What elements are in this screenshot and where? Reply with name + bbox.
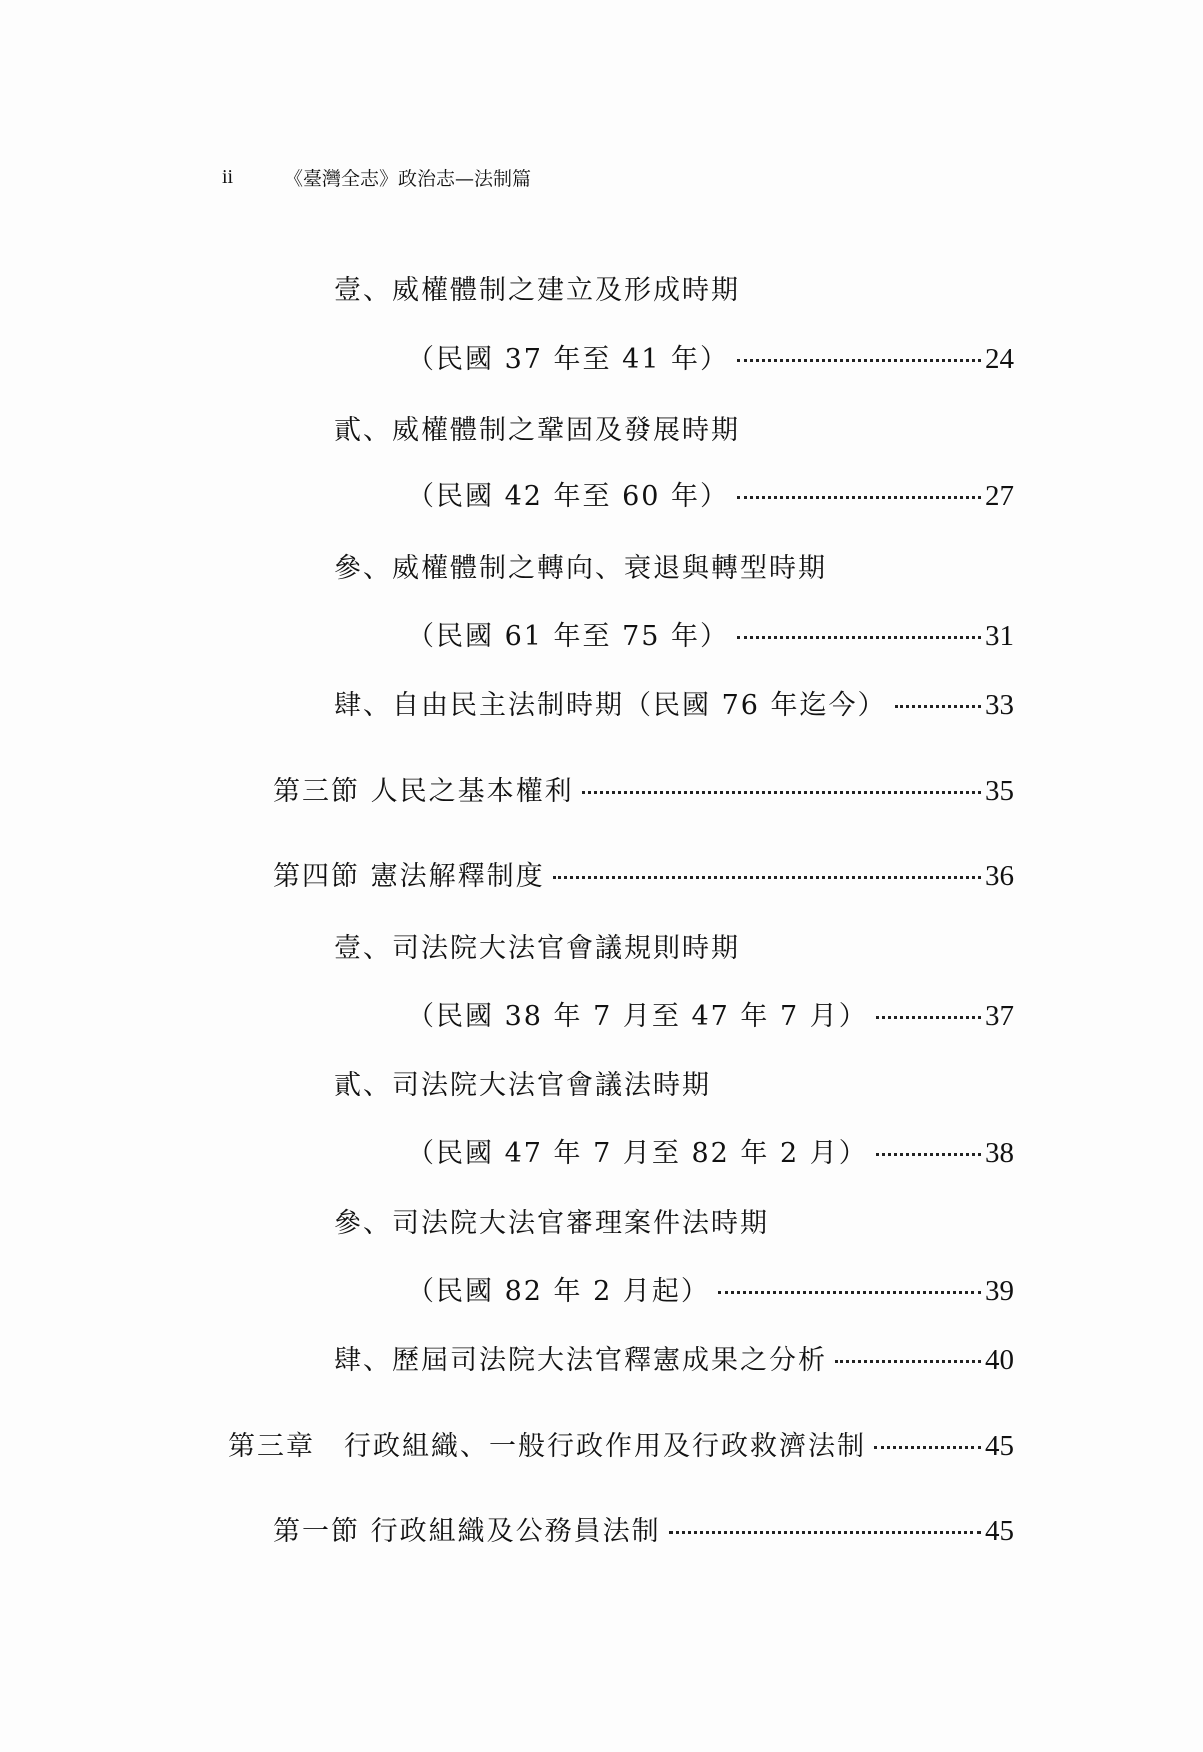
dot-leader — [737, 496, 981, 499]
toc-entry-text: （民國 42 年至 60 年） — [407, 481, 730, 512]
toc-page-number: 31 — [985, 620, 1014, 652]
toc-entry-text: 第三章 行政組織、一般行政作用及行政救濟法制 — [228, 1431, 866, 1462]
toc-page-number: 27 — [985, 480, 1014, 512]
toc-heading: 壹、司法院大法官會議規則時期 — [334, 933, 740, 964]
toc-page-number: 24 — [985, 343, 1014, 375]
toc-page-number: 33 — [985, 689, 1014, 721]
toc-page-number: 45 — [985, 1515, 1014, 1547]
toc-heading: 貳、威權體制之鞏固及發展時期 — [334, 415, 740, 446]
toc-entry-text: （民國 38 年 7 月至 47 年 7 月） — [407, 1001, 868, 1032]
toc-page-number: 35 — [985, 775, 1014, 807]
page-number: ii — [222, 166, 234, 188]
toc-entry[interactable] — [273, 1509, 1014, 1549]
running-header — [222, 164, 531, 191]
toc-entry[interactable] — [407, 474, 1014, 514]
dot-leader — [895, 705, 981, 708]
toc-chapter-entry[interactable] — [228, 1424, 1014, 1464]
toc-entry-text: （民國 47 年 7 月至 82 年 2 月） — [407, 1138, 868, 1169]
toc-entry[interactable] — [407, 994, 1014, 1034]
toc-heading: 壹、威權體制之建立及形成時期 — [334, 275, 740, 306]
toc-entry-text: 肆、自由民主法制時期（民國 76 年迄今） — [334, 690, 887, 721]
dot-leader — [553, 876, 981, 879]
toc-entry[interactable] — [407, 1269, 1014, 1309]
dot-leader — [874, 1446, 981, 1449]
book-title: 《臺灣全志》政治志—法制篇 — [284, 168, 532, 190]
toc-entry-text: 第三節 人民之基本權利 — [273, 776, 574, 807]
dot-leader — [582, 791, 981, 794]
toc-entry-text: 第四節 憲法解釋制度 — [273, 861, 545, 892]
toc-entry-text: （民國 82 年 2 月起） — [407, 1276, 710, 1307]
toc-heading: 參、威權體制之轉向、衰退與轉型時期 — [334, 553, 827, 584]
dot-leader — [835, 1360, 981, 1363]
toc-page-number: 45 — [985, 1430, 1014, 1462]
dot-leader — [737, 636, 981, 639]
dot-leader — [737, 359, 981, 362]
toc-entry-text: （民國 61 年至 75 年） — [407, 621, 730, 652]
toc-entry-text: 第一節 行政組織及公務員法制 — [273, 1516, 661, 1547]
toc-heading: 貳、司法院大法官會議法時期 — [334, 1070, 711, 1101]
toc-entry-text: 肆、歷屆司法院大法官釋憲成果之分析 — [334, 1345, 827, 1376]
toc-entry[interactable] — [407, 614, 1014, 654]
toc-page-number: 36 — [985, 860, 1014, 892]
toc-entry[interactable] — [407, 337, 1014, 377]
dot-leader — [718, 1291, 981, 1294]
toc-page-number: 37 — [985, 1000, 1014, 1032]
dot-leader — [876, 1016, 981, 1019]
toc-page-number: 39 — [985, 1275, 1014, 1307]
toc-entry[interactable] — [334, 1338, 1014, 1378]
dot-leader — [669, 1531, 981, 1534]
toc-page-number: 38 — [985, 1137, 1014, 1169]
dot-leader — [876, 1153, 981, 1156]
toc-entry[interactable] — [407, 1131, 1014, 1171]
toc-entry[interactable] — [273, 854, 1014, 894]
toc-entry[interactable] — [334, 683, 1014, 723]
toc-entry[interactable] — [273, 769, 1014, 809]
toc-page-number: 40 — [985, 1344, 1014, 1376]
toc-heading: 參、司法院大法官審理案件法時期 — [334, 1208, 769, 1239]
toc-entry-text: （民國 37 年至 41 年） — [407, 344, 730, 375]
